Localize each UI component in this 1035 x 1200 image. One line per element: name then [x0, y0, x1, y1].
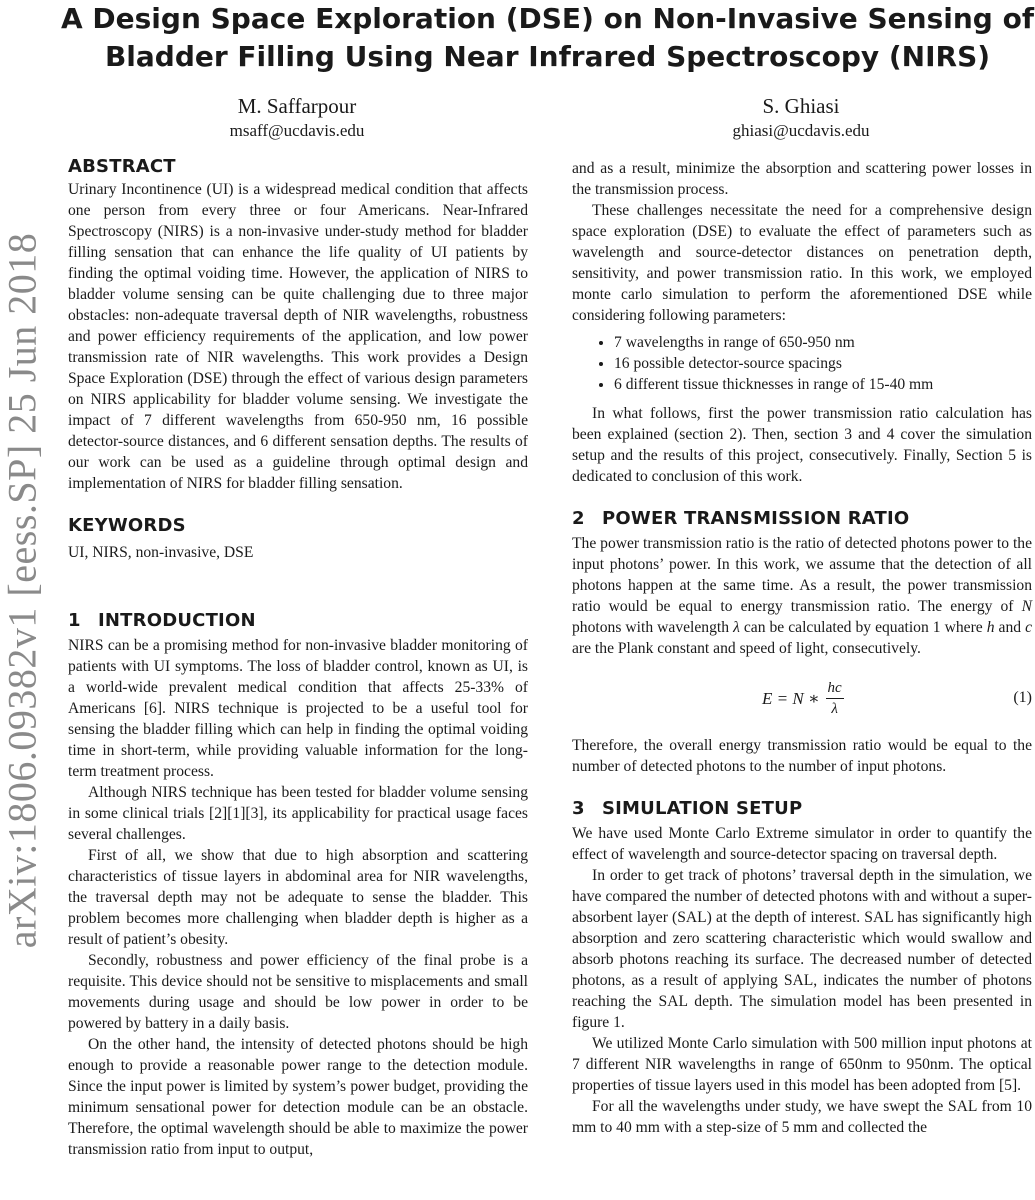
title-line-1: A Design Space Exploration (DSE) on Non-Invasive Sensing of [60, 2, 1034, 35]
intro-paragraph-1: NIRS can be a promising method for non-invasive bladder monitoring of patients with UI symptoms. The loss of bladder control, known as UI, is a world-wide prevalent medical condition that affects 25-33% of Americans [6]. NIRS technique is projected to be a useful tool for sensing the bladder filling which can help in finding the optimal voiding time in short-term, while providing valuable information for the long-term treatment process. [68, 637, 528, 780]
list-item: • 16 possible detector-source spacings [614, 353, 1032, 374]
section-title: SIMULATION SETUP [602, 798, 803, 819]
section-number: 1 [68, 610, 81, 631]
left-column [68, 155, 528, 1160]
list-item: • 7 wavelengths in range of 650-950 nm [614, 332, 1032, 353]
sim-paragraph-4: For all the wavelengths under study, we have swept the SAL from 10 mm to 40 mm with a step-size of 5 mm and collected the [572, 1098, 1032, 1136]
arxiv-stamp: arXiv:1806.09382v1 [eess.SP] 25 Jun 2018 [0, 232, 45, 948]
intro-paragraph-5: On the other hand, the intensity of detected photons should be high enough to provide a reasonable power range to the detection module. Since the input power is limited by system’s power budget, providing the minimum sensational power for detection module can be an obstacle. Therefore, the optimal wavelength should be able to maximize the power transmission ratio from input to output, [68, 1036, 528, 1158]
equation-fraction [826, 678, 844, 719]
intro-paragraph-7: In what follows, first the power transmission ratio calculation has been explained (section 2). Then, section 3 and 4 cover the simulation setup and the results of this project, consecutively. Finally, Section 5 is dedicated to conclusion of this work. [572, 405, 1032, 485]
power-paragraph-1: The power transmission ratio is the ratio of detected photons power to the input photons’ power. In this work, we assume that the detection of all photons happen at the same time. As a result, the power transmission ratio would be equal to energy transmission ratio. The energy of N photons with wavelength λ can be calculated by equation 1 where h and c are the Plank constant and speed of light, consecutively. [572, 535, 1033, 657]
equation-1 [572, 671, 1032, 725]
equation-lhs: E = N ∗ [762, 688, 820, 708]
intro-paragraph-2: Although NIRS technique has been tested for bladder volume sensing in some clinical trials [2][1][3], its applicability for practical usage faces several challenges. [68, 784, 528, 843]
equation-formula [762, 671, 844, 725]
author-2 [651, 92, 951, 142]
symbol-N: N [1021, 598, 1032, 615]
equation-numerator: hc [826, 678, 844, 699]
right-column [572, 158, 1032, 1138]
sim-paragraph-3: We utilized Monte Carlo simulation with 500 million input photons at 7 different NIR wavelengths in range of 650nm to 950nm. The optical properties of tissue layers used in this model has been adopted from [5]. [572, 1035, 1032, 1094]
intro-paragraph-3: First of all, we show that due to high absorption and scattering characteristics of tissue layers in abdominal area for NIR wavelengths, the traversal depth may not be adequate to sense the bladder. This problem becomes more challenging when bladder depth is higher as a result of patient’s obesity. [68, 847, 528, 948]
paper-title [60, 0, 1035, 76]
intro-continued: and as a result, minimize the absorption and scattering power losses in the transmission process. [572, 160, 1032, 198]
power-paragraph-2: Therefore, the overall energy transmission ratio would be equal to the number of detected photons to the number of input photons. [572, 737, 1032, 775]
title-line-2: Bladder Filling Using Near Infrared Spectroscopy (NIRS) [104, 40, 991, 73]
symbol-h: h [986, 619, 995, 636]
equation-number: (1) [1013, 689, 1032, 706]
section-number: 3 [572, 798, 585, 819]
parameter-list [572, 332, 1032, 395]
keywords-heading: KEYWORDS [68, 515, 186, 536]
symbol-lambda: λ [733, 619, 740, 636]
sim-heading [572, 797, 1032, 821]
keywords-text: UI, NIRS, non-invasive, DSE [68, 544, 254, 561]
intro-heading [68, 609, 528, 633]
section-title: INTRODUCTION [98, 610, 256, 631]
sim-paragraph-2: In order to get track of photons’ traversal depth in the simulation, we have compared the number of detected photons with and without a super-absorbent layer (SAL) at the depth of interest. SAL has significantly high absorption and zero scattering characteristic which would swallow and absorb photons reaching its surface. The decreased number of detected photons, as a result of applying SAL, indicates the number of photons reaching the SAL depth. The simulation model has been presented in figure 1. [572, 867, 1032, 1031]
abstract-heading: ABSTRACT [68, 156, 176, 177]
author-1 [147, 92, 447, 142]
list-item: • 6 different tissue thicknesses in range of 15-40 mm [614, 374, 1032, 395]
author-name: M. Saffarpour [237, 94, 357, 118]
author-email: msaff@ucdavis.edu [229, 121, 365, 140]
symbol-c: c [1025, 619, 1033, 636]
author-name: S. Ghiasi [762, 94, 840, 118]
intro-paragraph-4: Secondly, robustness and power efficiency of the final probe is a requisite. This device should not be sensitive to misplacements and small movements during usage and should be low power in order to be powered by battery in a daily basis. [68, 952, 528, 1032]
author-email: ghiasi@ucdavis.edu [732, 121, 870, 140]
intro-paragraph-6: These challenges necessitate the need for a comprehensive design space exploration (DSE) to evaluate the effect of parameters such as wavelength and source-detector distances on penetration depth, sensitivity, and power transmission ratio. In this work, we employed monte carlo simulation to perform the aforementioned DSE while considering following parameters: [572, 202, 1032, 324]
arxiv-stamp-container [0, 232, 45, 948]
equation-denominator: λ [831, 700, 838, 717]
sim-paragraph-1: We have used Monte Carlo Extreme simulator in order to quantify the effect of wavelength and source-detector spacing on traversal depth. [572, 825, 1032, 863]
power-heading [572, 507, 1032, 531]
abstract-text: Urinary Incontinence (UI) is a widespread medical condition that affects one person from every three or four Americans. Near-Infrared Spectroscopy (NIRS) is a non-invasive under-study method for bladder filling sensation that can enhance the life quality of UI patients by finding the optimal voiding time. However, the application of NIRS to bladder volume sensing can be quite challenging due to three major obstacles: non-adequate traversal depth of NIR wavelengths, robustness and power efficiency requirements of the application, and low power transmission rate of NIR wavelengths. This work provides a Design Space Exploration (DSE) through the effect of various design parameters on NIRS applicability for bladder volume sensing. We investigate the impact of 7 different wavelengths from 650-950 nm, 16 possible detector-source distances, and 6 different sensation depths. The results of our work can be used as a guideline through optimal design and implementation of NIRS for bladder filling sensation. [68, 181, 528, 492]
section-title: POWER TRANSMISSION RATIO [602, 508, 910, 529]
section-number: 2 [572, 508, 585, 529]
